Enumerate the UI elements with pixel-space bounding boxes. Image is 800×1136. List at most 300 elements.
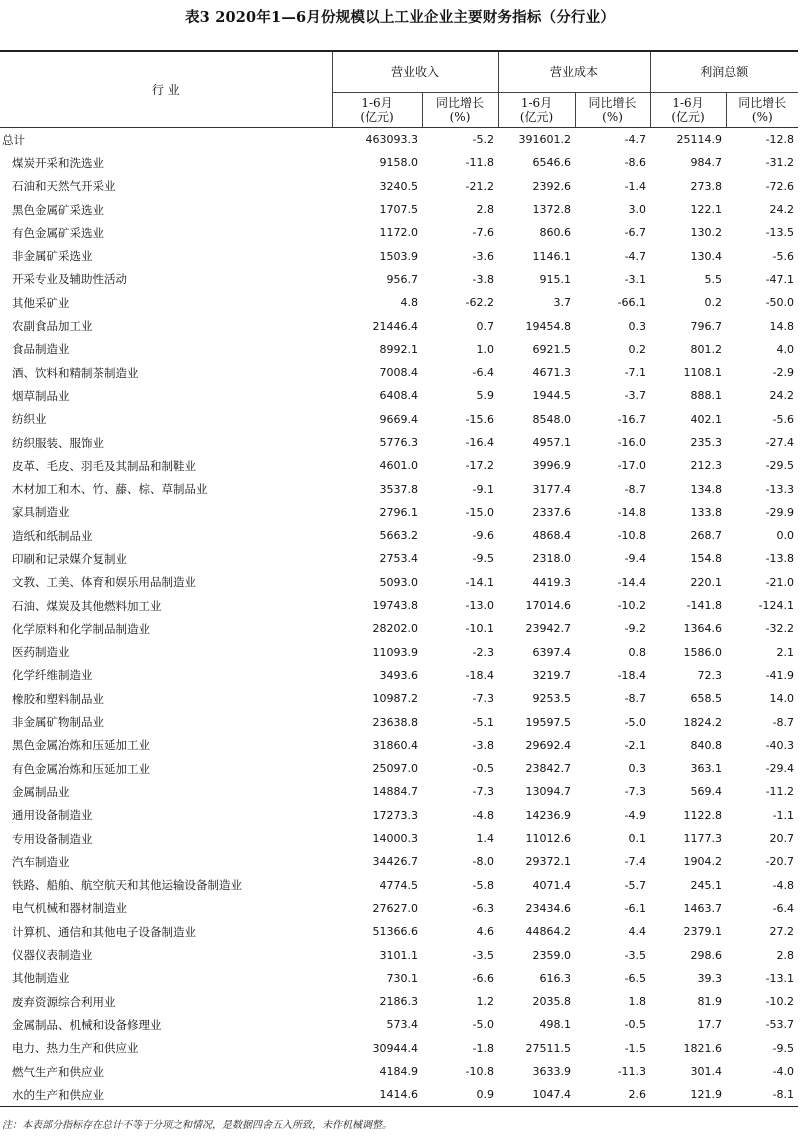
revenue-value: 5663.2 <box>379 529 418 543</box>
cost-growth: -7.3 <box>624 785 647 799</box>
cost-growth: -4.7 <box>624 249 647 263</box>
industry-name: 农副食品加工业 <box>12 319 93 334</box>
industry-name: 电气机械和器材制造业 <box>12 901 127 916</box>
cost-value: 1146.1 <box>532 249 572 263</box>
cost-value: 13094.7 <box>525 785 572 799</box>
revenue-growth: -6.3 <box>472 901 495 915</box>
table-row <box>0 151 798 174</box>
cost-growth: -1.5 <box>624 1041 647 1055</box>
cost-growth: -2.1 <box>624 738 647 752</box>
industry-name: 造纸和纸制品业 <box>12 528 93 543</box>
revenue-growth: -7.6 <box>472 226 495 240</box>
profit-growth: -29.5 <box>765 459 795 473</box>
profit-value: 402.1 <box>690 412 723 426</box>
profit-growth: -29.9 <box>765 505 795 519</box>
cost-value: 2392.6 <box>532 179 572 193</box>
table-row <box>0 920 798 943</box>
table-row <box>0 874 798 897</box>
revenue-growth: -3.5 <box>472 948 495 962</box>
cost-value: 1372.8 <box>532 203 572 217</box>
industry-name: 有色金属矿采选业 <box>12 225 104 240</box>
industry-name: 计算机、通信和其他电子设备制造业 <box>12 924 196 939</box>
profit-value: 1904.2 <box>683 855 723 869</box>
industry-name: 铁路、船舶、航空航天和其他运输设备制造业 <box>12 878 242 893</box>
cost-growth: -5.7 <box>624 878 647 892</box>
revenue-growth: -6.4 <box>472 366 495 380</box>
industry-name: 医药制造业 <box>12 645 70 660</box>
industry-name: 食品制造业 <box>12 342 70 357</box>
table-row <box>0 1013 798 1036</box>
cost-value: 23942.7 <box>525 622 572 636</box>
profit-growth: -124.1 <box>758 599 795 613</box>
cost-growth: -3.7 <box>624 389 647 403</box>
cost-value: 27511.5 <box>525 1041 572 1055</box>
revenue-value: 11093.9 <box>372 645 418 659</box>
cost-growth: -6.5 <box>624 971 647 985</box>
industry-name: 木材加工和木、竹、藤、棕、草制品业 <box>12 482 208 497</box>
revenue-growth: -4.8 <box>472 808 495 822</box>
revenue-value: 6408.4 <box>379 389 418 403</box>
industry-name: 石油、煤炭及其他燃料加工业 <box>12 598 162 613</box>
table-row <box>0 314 798 337</box>
cost-period-header: 1-6月 (亿元) <box>498 93 575 128</box>
industry-name: 总计 <box>2 132 25 147</box>
profit-value: 81.9 <box>697 995 723 1009</box>
cost-growth: 0.8 <box>628 645 647 659</box>
profit-value: 235.3 <box>690 436 723 449</box>
industry-name: 煤炭开采和洗选业 <box>12 155 104 170</box>
revenue-growth: -7.3 <box>472 785 495 799</box>
profit-growth: -13.5 <box>765 226 795 240</box>
table-row <box>0 687 798 710</box>
cost-value: 616.3 <box>539 971 572 985</box>
revenue-value: 3493.6 <box>379 668 418 682</box>
revenue-value: 34426.7 <box>372 855 418 869</box>
revenue-value: 14000.3 <box>372 832 418 846</box>
profit-growth: -13.3 <box>765 482 795 496</box>
profit-value: 154.8 <box>690 552 723 566</box>
profit-value: 1177.3 <box>683 832 723 846</box>
cost-value: 391601.2 <box>518 133 572 147</box>
industry-name: 金属制品、机械和设备修理业 <box>12 1017 162 1032</box>
cost-group-header: 营业成本 <box>498 51 650 93</box>
cost-value: 4071.4 <box>532 878 572 892</box>
cost-growth: -66.1 <box>617 296 647 310</box>
industry-name: 文教、工美、体育和娱乐用品制造业 <box>12 575 196 590</box>
revenue-value: 1503.9 <box>379 249 418 263</box>
revenue-growth: -10.1 <box>465 622 495 636</box>
profit-growth: -8.1 <box>726 1083 798 1107</box>
industry-name: 通用设备制造业 <box>12 808 93 823</box>
profit-value: 245.1 <box>690 878 723 892</box>
industry-name: 汽车制造业 <box>12 854 70 869</box>
cost-value: 44864.2 <box>525 925 572 939</box>
cost-growth-header: 同比增长 (%) <box>575 93 650 128</box>
revenue-growth: -5.0 <box>472 1018 495 1032</box>
profit-growth: -11.2 <box>765 785 795 799</box>
cost-growth: 1.8 <box>628 995 647 1009</box>
cost-growth: 0.1 <box>628 832 647 846</box>
revenue-growth: 0.7 <box>476 319 495 333</box>
revenue-value: 730.1 <box>386 971 418 985</box>
profit-growth: -50.0 <box>765 296 795 310</box>
revenue-value: 21446.4 <box>372 319 418 333</box>
revenue-value: 2753.4 <box>379 552 418 566</box>
cost-value: 860.6 <box>539 226 572 240</box>
industry-name: 废弃资源综合利用业 <box>12 994 116 1009</box>
cost-value: 6397.4 <box>532 645 572 659</box>
table-row <box>0 827 798 850</box>
cost-growth: -7.4 <box>624 855 647 869</box>
cost-growth: -14.4 <box>617 575 647 589</box>
revenue-growth: -1.8 <box>472 1041 495 1055</box>
profit-value: 363.1 <box>690 762 723 776</box>
profit-value: 1463.7 <box>683 901 723 915</box>
profit-growth: -12.8 <box>765 133 795 147</box>
profit-growth: -21.0 <box>765 575 795 589</box>
table-row <box>0 384 798 407</box>
cost-growth: -6.7 <box>624 226 647 240</box>
cost-growth: -17.0 <box>617 459 647 473</box>
profit-value: 273.8 <box>690 179 723 193</box>
revenue-growth: -14.1 <box>465 575 495 589</box>
revenue-value: 14884.7 <box>372 785 418 799</box>
profit-value: 1821.6 <box>683 1041 723 1055</box>
cost-growth: -8.7 <box>624 482 647 496</box>
profit-growth: -53.7 <box>765 1018 795 1032</box>
cost-value: 23842.7 <box>525 762 572 776</box>
cost-growth: -4.7 <box>624 133 647 147</box>
cost-value: 2359.0 <box>532 948 572 962</box>
profit-value: 39.3 <box>697 971 723 985</box>
revenue-growth: -16.4 <box>465 436 495 449</box>
industry-name: 化学纤维制造业 <box>12 668 93 683</box>
cost-value: 2035.8 <box>532 995 572 1009</box>
cost-growth: -0.5 <box>624 1018 647 1032</box>
revenue-value: 463093.3 <box>365 133 418 147</box>
revenue-growth: -18.4 <box>465 668 495 682</box>
cost-value: 17014.6 <box>525 599 572 613</box>
profit-value: 130.4 <box>690 249 723 263</box>
cost-value: 8548.0 <box>532 412 572 426</box>
table-row <box>0 664 798 687</box>
industry-name: 黑色金属冶炼和压延加工业 <box>12 738 150 753</box>
revenue-growth: -10.8 <box>465 1065 495 1079</box>
profit-growth: 4.0 <box>776 342 795 356</box>
industry-name: 水的生产和供应业 <box>0 1083 332 1107</box>
profit-growth: -6.4 <box>772 901 795 915</box>
table-row <box>0 943 798 966</box>
revenue-value: 5776.3 <box>379 436 418 449</box>
profit-value: 122.1 <box>690 203 723 217</box>
table-row <box>0 1060 798 1083</box>
profit-value: 25114.9 <box>676 133 723 147</box>
profit-value: 1824.2 <box>683 715 723 729</box>
revenue-value: 28202.0 <box>372 622 418 636</box>
cost-value: 4868.4 <box>532 529 572 543</box>
revenue-growth: -13.0 <box>465 599 495 613</box>
profit-value: 1108.1 <box>683 366 723 380</box>
cost-growth: -3.1 <box>624 272 647 286</box>
profit-value: 2379.1 <box>683 925 723 939</box>
cost-value: 3.7 <box>553 296 572 310</box>
table-row <box>0 641 798 664</box>
profit-value: 17.7 <box>697 1018 723 1032</box>
cost-value: 23434.6 <box>525 901 572 915</box>
profit-growth: -27.4 <box>765 436 795 449</box>
table-header <box>0 51 798 128</box>
revenue-growth: -8.0 <box>472 855 495 869</box>
profit-growth: -47.1 <box>765 272 795 286</box>
revenue-growth: 5.9 <box>476 389 495 403</box>
revenue-growth: -6.6 <box>472 971 495 985</box>
revenue-value: 9669.4 <box>379 412 418 426</box>
industry-name: 石油和天然气开采业 <box>12 179 116 194</box>
profit-value: 130.2 <box>690 226 723 240</box>
revenue-value: 23638.8 <box>372 715 418 729</box>
table-row <box>0 804 798 827</box>
industry-name: 专用设备制造业 <box>12 831 93 846</box>
revenue-value: 2186.3 <box>379 995 418 1009</box>
industry-name: 纺织业 <box>12 412 47 427</box>
profit-value: 133.8 <box>690 505 723 519</box>
revenue-value: 31860.4 <box>372 738 418 752</box>
revenue-value: 27627.0 <box>372 901 418 915</box>
table-row <box>0 175 798 198</box>
cost-value: 9253.5 <box>532 692 572 706</box>
cost-value: 1047.4 <box>498 1083 575 1107</box>
cost-value: 3996.9 <box>532 459 572 473</box>
cost-growth: -7.1 <box>624 366 647 380</box>
revenue-value: 4774.5 <box>379 878 418 892</box>
table-row <box>0 710 798 733</box>
table-row <box>0 268 798 291</box>
table-row <box>0 431 798 454</box>
profit-value: 72.3 <box>697 668 723 682</box>
profit-value: 796.7 <box>690 319 723 333</box>
revenue-value: 3537.8 <box>379 482 418 496</box>
profit-growth: 0.0 <box>776 529 795 543</box>
table-row <box>0 338 798 361</box>
financial-indicators-table <box>0 50 798 1107</box>
profit-value: 569.4 <box>690 785 723 799</box>
revenue-value: 30944.4 <box>372 1041 418 1055</box>
profit-value: 301.4 <box>690 1065 723 1079</box>
cost-value: 6546.6 <box>532 156 572 170</box>
revenue-value: 10987.2 <box>372 692 418 706</box>
industry-name: 其他制造业 <box>12 971 70 986</box>
profit-growth: 20.7 <box>769 832 795 846</box>
revenue-value: 4.8 <box>400 296 418 310</box>
cost-growth: -14.8 <box>617 505 647 519</box>
table-row <box>0 501 798 524</box>
cost-value: 498.1 <box>539 1018 572 1032</box>
profit-growth: -13.8 <box>765 552 795 566</box>
cost-value: 3219.7 <box>532 668 572 682</box>
profit-growth: -72.6 <box>765 179 795 193</box>
cost-value: 1944.5 <box>532 389 572 403</box>
industry-name: 化学原料和化学制品制造业 <box>12 621 150 636</box>
profit-growth: -29.4 <box>765 762 795 776</box>
table-row <box>0 1083 798 1107</box>
profit-growth: 27.2 <box>769 925 795 939</box>
revenue-growth-header: 同比增长 (%) <box>422 93 498 128</box>
industry-name: 黑色金属矿采选业 <box>12 202 104 217</box>
revenue-value: 4601.0 <box>379 459 418 473</box>
profit-growth: 24.2 <box>769 203 795 217</box>
table-row <box>0 594 798 617</box>
profit-growth: -20.7 <box>765 855 795 869</box>
industry-name: 印刷和记录媒介复制业 <box>12 551 127 566</box>
cost-growth: -8.7 <box>624 692 647 706</box>
table-row <box>0 128 798 152</box>
table-row <box>0 1037 798 1060</box>
profit-growth: -9.5 <box>772 1041 795 1055</box>
revenue-growth: -3.8 <box>472 272 495 286</box>
cost-growth: 0.3 <box>628 319 647 333</box>
revenue-growth: 2.8 <box>476 203 495 217</box>
revenue-value: 51366.6 <box>372 925 418 939</box>
cost-value: 4671.3 <box>532 366 572 380</box>
revenue-growth: -11.8 <box>465 156 495 170</box>
profit-growth-header: 同比增长 (%) <box>726 93 798 128</box>
cost-growth: -10.8 <box>617 529 647 543</box>
table-row <box>0 617 798 640</box>
profit-value: 984.7 <box>690 156 723 170</box>
revenue-growth: -0.5 <box>472 762 495 776</box>
table-row <box>0 244 798 267</box>
profit-value: 1586.0 <box>683 645 723 659</box>
cost-growth: -18.4 <box>617 668 647 682</box>
cost-value: 29372.1 <box>525 855 572 869</box>
revenue-growth: -5.2 <box>472 133 495 147</box>
revenue-growth: 0.9 <box>422 1083 498 1107</box>
industry-name: 烟草制品业 <box>12 388 70 403</box>
cost-value: 3177.4 <box>532 482 572 496</box>
revenue-value: 17273.3 <box>372 808 418 822</box>
cost-growth: -11.3 <box>617 1065 647 1079</box>
profit-value: 298.6 <box>690 948 723 962</box>
industry-name: 燃气生产和供应业 <box>12 1064 104 1079</box>
table-row <box>0 408 798 431</box>
cost-growth: -6.1 <box>624 901 647 915</box>
cost-value: 29692.4 <box>525 738 572 752</box>
profit-value: 1364.6 <box>683 622 723 636</box>
profit-growth: -41.9 <box>765 668 795 682</box>
industry-name: 开采专业及辅助性活动 <box>12 272 127 287</box>
profit-value: 121.9 <box>650 1083 726 1107</box>
revenue-growth: -17.2 <box>465 459 495 473</box>
cost-growth: 2.6 <box>575 1083 650 1107</box>
table-row <box>0 291 798 314</box>
industry-name: 橡胶和塑料制品业 <box>12 691 104 706</box>
revenue-growth: 1.0 <box>476 342 495 356</box>
cost-growth: 0.3 <box>628 762 647 776</box>
revenue-value: 1414.6 <box>332 1083 422 1107</box>
revenue-growth: -15.0 <box>465 505 495 519</box>
profit-value: 888.1 <box>690 389 723 403</box>
cost-growth: -8.6 <box>624 156 647 170</box>
industry-name: 仪器仪表制造业 <box>12 948 93 963</box>
cost-growth: -1.4 <box>624 179 647 193</box>
cost-growth: 4.4 <box>628 925 647 939</box>
table-title: 表3 2020年1—6月份规模以上工业企业主要财务指标（分行业） <box>184 9 616 26</box>
revenue-growth: -15.6 <box>465 412 495 426</box>
table-row <box>0 897 798 920</box>
industry-name: 皮革、毛皮、羽毛及其制品和制鞋业 <box>12 458 196 473</box>
cost-growth: -3.5 <box>624 948 647 962</box>
revenue-growth: -3.6 <box>472 249 495 263</box>
profit-growth: -1.1 <box>772 808 795 822</box>
table-row <box>0 454 798 477</box>
profit-value: 0.2 <box>704 296 723 310</box>
table-row <box>0 734 798 757</box>
revenue-value: 25097.0 <box>372 762 418 776</box>
cost-value: 19454.8 <box>525 319 572 333</box>
profit-growth: -31.2 <box>765 156 795 170</box>
revenue-growth: -9.1 <box>472 482 495 496</box>
revenue-growth: -3.8 <box>472 738 495 752</box>
industry-name: 电力、热力生产和供应业 <box>12 1041 139 1056</box>
profit-growth: 14.8 <box>769 319 795 333</box>
profit-value: 220.1 <box>690 575 723 589</box>
cost-growth: -5.0 <box>624 715 647 729</box>
industry-name: 其他采矿业 <box>12 295 70 310</box>
cost-value: 3633.9 <box>532 1065 572 1079</box>
revenue-value: 4184.9 <box>379 1065 418 1079</box>
revenue-growth: -62.2 <box>465 296 495 310</box>
revenue-value: 3101.1 <box>379 948 418 962</box>
profit-value: 801.2 <box>690 342 723 356</box>
profit-growth: 2.8 <box>776 948 795 962</box>
profit-growth: 2.1 <box>776 645 795 659</box>
cost-value: 915.1 <box>539 272 572 286</box>
industry-name: 非金属矿物制品业 <box>12 715 104 730</box>
profit-growth: -2.9 <box>772 366 795 380</box>
revenue-value: 956.7 <box>386 272 418 286</box>
table-row <box>0 198 798 221</box>
cost-growth: 3.0 <box>628 203 647 217</box>
revenue-growth: -21.2 <box>465 179 495 193</box>
revenue-value: 3240.5 <box>379 179 418 193</box>
profit-value: 212.3 <box>690 459 723 473</box>
revenue-value: 8992.1 <box>379 342 418 356</box>
profit-value: -141.8 <box>686 599 723 613</box>
profit-value: 658.5 <box>690 692 723 706</box>
cost-value: 2337.6 <box>532 505 572 519</box>
cost-growth: -9.4 <box>624 552 647 566</box>
profit-growth: -32.2 <box>765 622 795 636</box>
profit-growth: -4.8 <box>772 878 795 892</box>
cost-value: 4957.1 <box>532 436 572 449</box>
profit-growth: -10.2 <box>765 995 795 1009</box>
revenue-period-header: 1-6月 (亿元) <box>332 93 422 128</box>
table-row <box>0 571 798 594</box>
table-row <box>0 361 798 384</box>
industry-name: 有色金属冶炼和压延加工业 <box>12 761 150 776</box>
revenue-value: 19743.8 <box>372 599 418 613</box>
table-row <box>0 990 798 1013</box>
profit-growth: 14.0 <box>769 692 795 706</box>
revenue-value: 9158.0 <box>379 156 418 170</box>
table-row <box>0 524 798 547</box>
cost-value: 19597.5 <box>525 715 572 729</box>
profit-growth: -5.6 <box>772 412 795 426</box>
revenue-value: 2796.1 <box>379 505 418 519</box>
revenue-growth: -9.6 <box>472 529 495 543</box>
table-row <box>0 477 798 500</box>
cost-growth: -16.7 <box>617 412 647 426</box>
